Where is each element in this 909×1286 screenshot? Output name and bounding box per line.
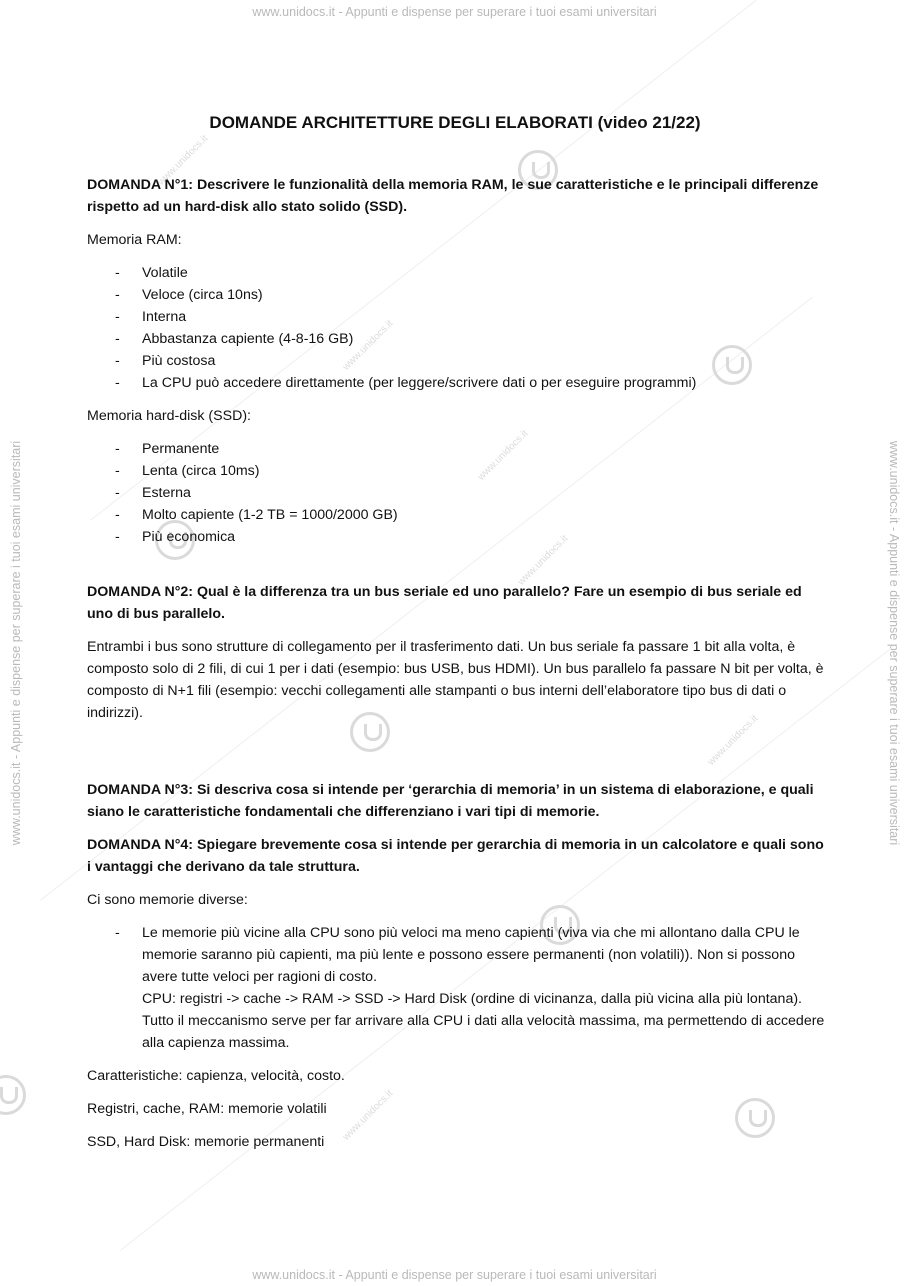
permanent-memories: SSD, Hard Disk: memorie permanenti — [87, 1134, 325, 1150]
question-3: DOMANDA N°3: Si descriva cosa si intende per ‘gerarchia di memoria’ in un sistema di elaborazione, e quali siano le caratteristiche fondamentali che differenziano i vari tipi di memorie. — [87, 782, 814, 820]
characteristics: Caratteristiche: capienza, velocità, costo. — [87, 1068, 345, 1084]
answer-2: Entrambi i bus sono strutture di collegamento per il trasferimento dati. Un bus seriale fa passare 1 bit alla volta, è composto solo di 2 fili, di cui 1 per i dati (esempio: bus USB, bus HDMI). Un bus parallelo fa passare N bit per volta, è composto di N+1 fili (esempio: vecchi collegamenti alle stampanti o bus interni dell’elaboratore tipo bus di dati o indirizzi). — [87, 639, 824, 721]
ram-heading: Memoria RAM: — [87, 232, 182, 248]
list-item: - La CPU può accedere direttamente (per leggere/scrivere dati o per eseguire programmi) — [87, 372, 827, 394]
watermark-right: www.unidocs.it - Appunti e dispense per superare i tuoi esami universitari — [887, 440, 901, 846]
list-item: - Permanente — [87, 438, 827, 460]
watermark-diagonal: www.unidocs.it — [340, 1088, 396, 1143]
volatile-memories: Registri, cache, RAM: memorie volatili — [87, 1101, 327, 1117]
list-item: - Più economica — [87, 526, 827, 548]
list-item: - Interna — [87, 306, 827, 328]
list-item: - Volatile — [87, 262, 827, 284]
hierarchy-purpose: Tutto il meccanismo serve per far arrivare alla CPU i dati alla velocità massima, ma permettendo di accedere alla capienza massima. — [142, 1013, 825, 1051]
question-1: DOMANDA N°1: Descrivere le funzionalità della memoria RAM, le sue caratteristiche e le principali differenze rispetto ad un hard-disk allo stato solido (SSD). — [87, 177, 819, 215]
list-item: - Lenta (circa 10ms) — [87, 460, 827, 482]
list-item: - Abbastanza capiente (4-8-16 GB) — [87, 328, 827, 350]
watermark-diagonal: www.unidocs.it — [340, 318, 396, 373]
watermark-left: www.unidocs.it - Appunti e dispense per superare i tuoi esami universitari — [9, 440, 23, 846]
hierarchy-list — [87, 922, 827, 1054]
watermark-diagonal: www.unidocs.it — [155, 133, 211, 188]
list-item: - Molto capiente (1-2 TB = 1000/2000 GB) — [87, 504, 827, 526]
hierarchy-text: - Le memorie più vicine alla CPU sono più veloci ma meno capienti (viva via che mi allontano dalla CPU le memorie saranno più capienti, ma più lente e possono essere permanenti (non volatili)). Non si possono avere tutte veloci per ragioni di costo. — [142, 925, 800, 985]
answer-4-intro: Ci sono memorie diverse: — [87, 892, 248, 908]
question-4: DOMANDA N°4: Spiegare brevemente cosa si intende per gerarchia di memoria in un calcolatore e quali sono i vantaggi che derivano da tale struttura. — [87, 837, 824, 875]
question-2: DOMANDA N°2: Qual è la differenza tra un bus seriale ed uno parallelo? Fare un esempio di bus seriale ed uno di bus parallelo. — [87, 584, 802, 622]
watermark-diagonal: www.unidocs.it — [515, 533, 571, 588]
document-body — [87, 112, 827, 1164]
list-item — [87, 922, 827, 1054]
list-item: - Veloce (circa 10ns) — [87, 284, 827, 306]
list-item: - Più costosa — [87, 350, 827, 372]
watermark-diagonal: www.unidocs.it — [475, 428, 531, 483]
watermark-top: www.unidocs.it - Appunti e dispense per superare i tuoi esami universitari — [252, 5, 657, 19]
ssd-list — [87, 438, 827, 548]
document-title: DOMANDE ARCHITETTURE DEGLI ELABORATI (video 21/22) — [209, 113, 701, 132]
watermark-bottom: www.unidocs.it - Appunti e dispense per superare i tuoi esami universitari — [252, 1268, 657, 1282]
hierarchy-order: CPU: registri -> cache -> RAM -> SSD -> Hard Disk (ordine di vicinanza, dalla più vicina alla più lontana). — [142, 991, 802, 1007]
list-item: - Esterna — [87, 482, 827, 504]
watermark-diagonal: www.unidocs.it — [705, 713, 761, 768]
ram-list — [87, 262, 827, 394]
unidocs-stamp-icon — [0, 1075, 26, 1115]
ssd-heading: Memoria hard-disk (SSD): — [87, 408, 251, 424]
